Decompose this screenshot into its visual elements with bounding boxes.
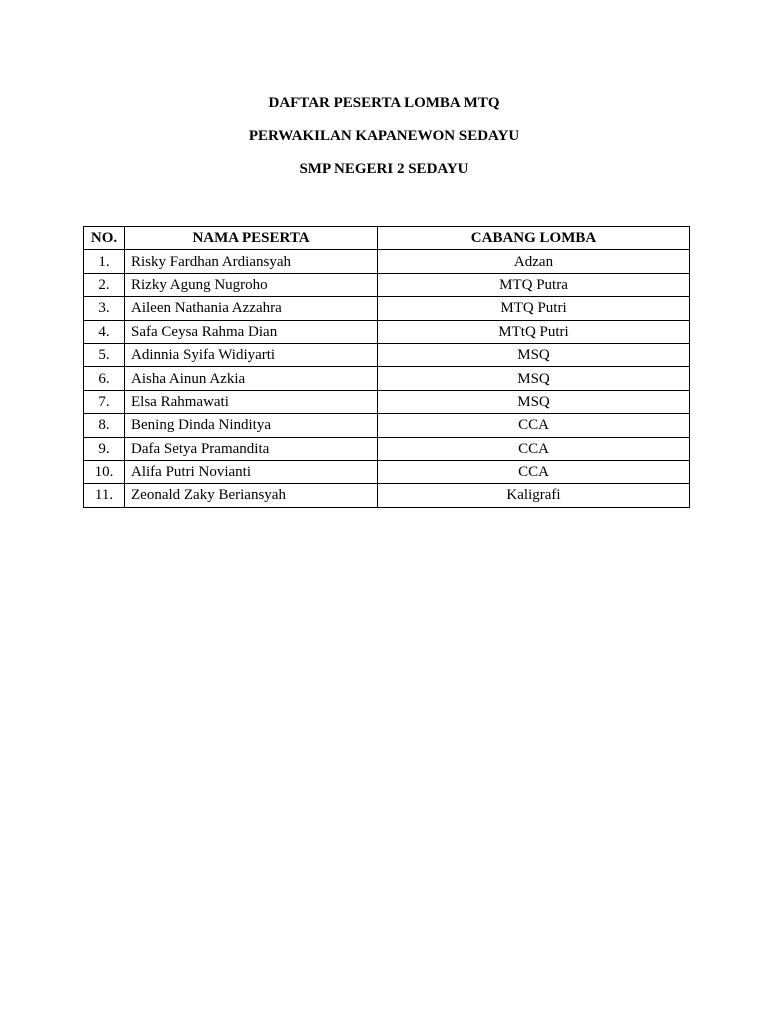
- row-number: 2.: [84, 273, 125, 296]
- participant-name: Risky Fardhan Ardiansyah: [125, 250, 378, 273]
- table-row: [84, 484, 690, 507]
- competition-branch: MTQ Putri: [378, 297, 690, 320]
- participant-name: Dafa Setya Pramandita: [125, 437, 378, 460]
- row-number: 3.: [84, 297, 125, 320]
- participant-name: Bening Dinda Ninditya: [125, 414, 378, 437]
- row-number: 6.: [84, 367, 125, 390]
- table-row: [84, 273, 690, 296]
- participant-name: Zeonald Zaky Beriansyah: [125, 484, 378, 507]
- participant-name: Adinnia Syifa Widiyarti: [125, 343, 378, 366]
- school-name: SMP NEGERI 2 SEDAYU: [299, 161, 469, 177]
- competition-branch: CCA: [378, 414, 690, 437]
- row-number: 11.: [84, 484, 125, 507]
- table-header-row: [84, 227, 690, 250]
- row-number: 4.: [84, 320, 125, 343]
- competition-branch: CCA: [378, 437, 690, 460]
- table-row: [84, 390, 690, 413]
- row-number: 1.: [84, 250, 125, 273]
- table-row: [84, 367, 690, 390]
- competition-branch: Kaligrafi: [378, 484, 690, 507]
- document-subtitle: PERWAKILAN KAPANEWON SEDAYU: [248, 128, 520, 144]
- table-row: [84, 414, 690, 437]
- column-header-no: NO.: [84, 227, 125, 250]
- competition-branch: MTtQ Putri: [378, 320, 690, 343]
- competition-branch: MSQ: [378, 367, 690, 390]
- competition-branch: MSQ: [378, 390, 690, 413]
- table-row: [84, 250, 690, 273]
- row-number: 8.: [84, 414, 125, 437]
- table-row: [84, 297, 690, 320]
- row-number: 7.: [84, 390, 125, 413]
- participant-name: Aileen Nathania Azzahra: [125, 297, 378, 320]
- table-row: [84, 320, 690, 343]
- row-number: 9.: [84, 437, 125, 460]
- column-header-cabang: CABANG LOMBA: [378, 227, 690, 250]
- participant-name: Safa Ceysa Rahma Dian: [125, 320, 378, 343]
- competition-branch: MTQ Putra: [378, 273, 690, 296]
- table-row: [84, 343, 690, 366]
- table-row: [84, 460, 690, 483]
- row-number: 10.: [84, 460, 125, 483]
- participant-name: Elsa Rahmawati: [125, 390, 378, 413]
- participant-name: Alifa Putri Novianti: [125, 460, 378, 483]
- competition-branch: CCA: [378, 460, 690, 483]
- competition-branch: Adzan: [378, 250, 690, 273]
- document-title: DAFTAR PESERTA LOMBA MTQ: [268, 95, 500, 111]
- table-row: [84, 437, 690, 460]
- participant-table: [83, 226, 690, 508]
- participant-name: Aisha Ainun Azkia: [125, 367, 378, 390]
- competition-branch: MSQ: [378, 343, 690, 366]
- column-header-name: NAMA PESERTA: [125, 227, 378, 250]
- participant-name: Rizky Agung Nugroho: [125, 273, 378, 296]
- row-number: 5.: [84, 343, 125, 366]
